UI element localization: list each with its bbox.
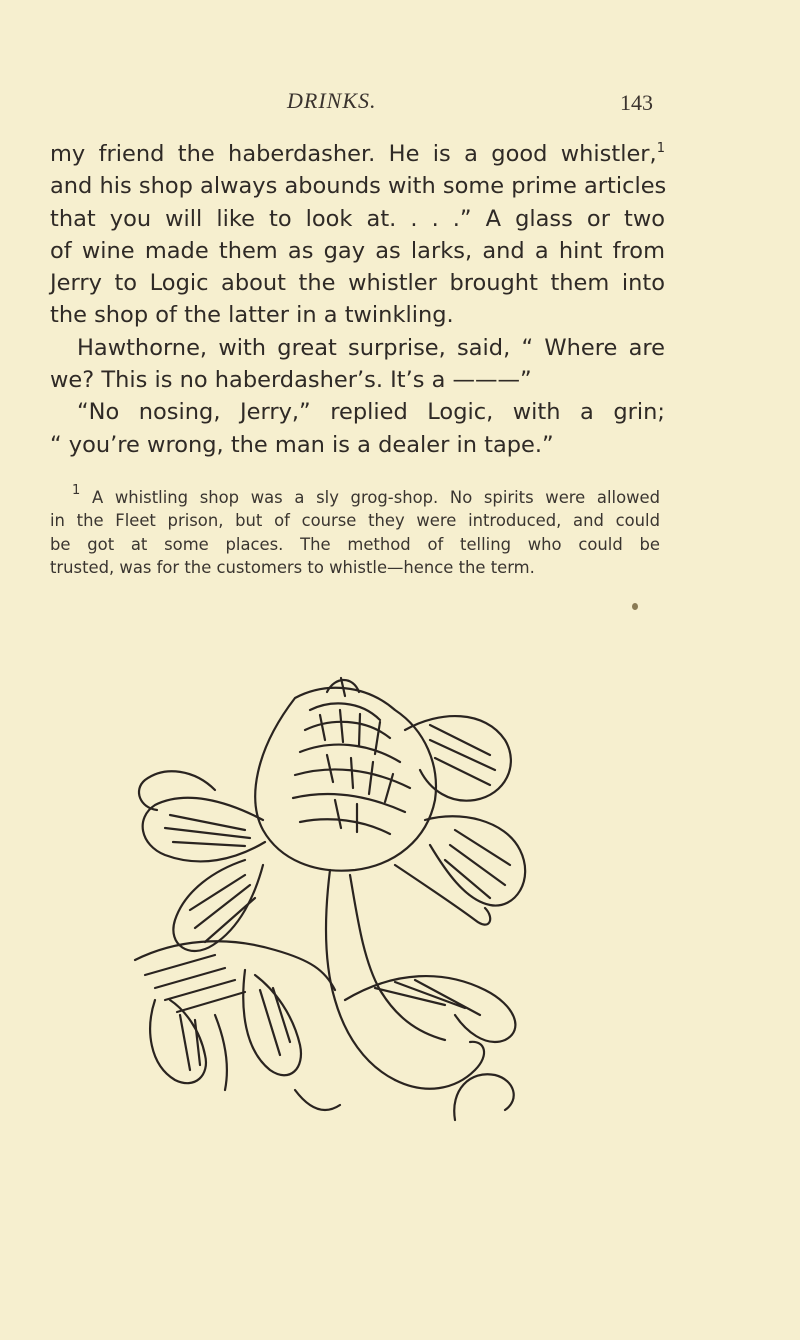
text-line: of wine made them as gay as larks, and a hint from [50,237,665,264]
floral-engraving-icon [95,670,575,1150]
text-line: Jerry to Logic about the whistler brought them into [50,270,665,297]
running-title: DRINKS. [287,88,377,113]
running-head [0,88,800,118]
page-number: 143 [620,90,653,115]
footnote-marker: 1 [72,483,81,498]
right-petals [395,716,525,925]
footnote-line: be got at some places. The method of telling who could be [50,534,660,554]
body-text [50,138,665,461]
flower-head [255,678,436,871]
text-line: Hawthorne, with great surprise, said, “ Where are [77,334,665,361]
text-line: my friend the haberdasher. He is a good whistler,$^1$ [50,141,665,167]
text-line: and his shop always abounds with some prime articles [50,173,667,200]
footnote-line: in the Fleet prison, but of course they were introduced, and could [50,511,660,531]
text-line: we? This is no haberdasher’s. It’s a ———” [50,367,532,394]
text-line: that you will like to look at. . . .” A glass or two [50,205,665,232]
footnote [50,483,660,580]
ink-speck [632,603,638,610]
left-petals [139,771,265,951]
footnote-reference: 1 [656,141,665,156]
text-line: the shop of the latter in a twinkling. [50,302,454,329]
text-line: “No nosing, Jerry,” replied Logic, with a grin; [77,399,665,426]
text-line: “ you’re wrong, the man is a dealer in tape.” [50,431,554,458]
footnote-line: trusted, was for the customers to whistle—hence the term. [50,558,535,578]
footnote-line: $^1$ A whistling shop was a sly grog-shop. No spirits were allowed [72,483,660,507]
